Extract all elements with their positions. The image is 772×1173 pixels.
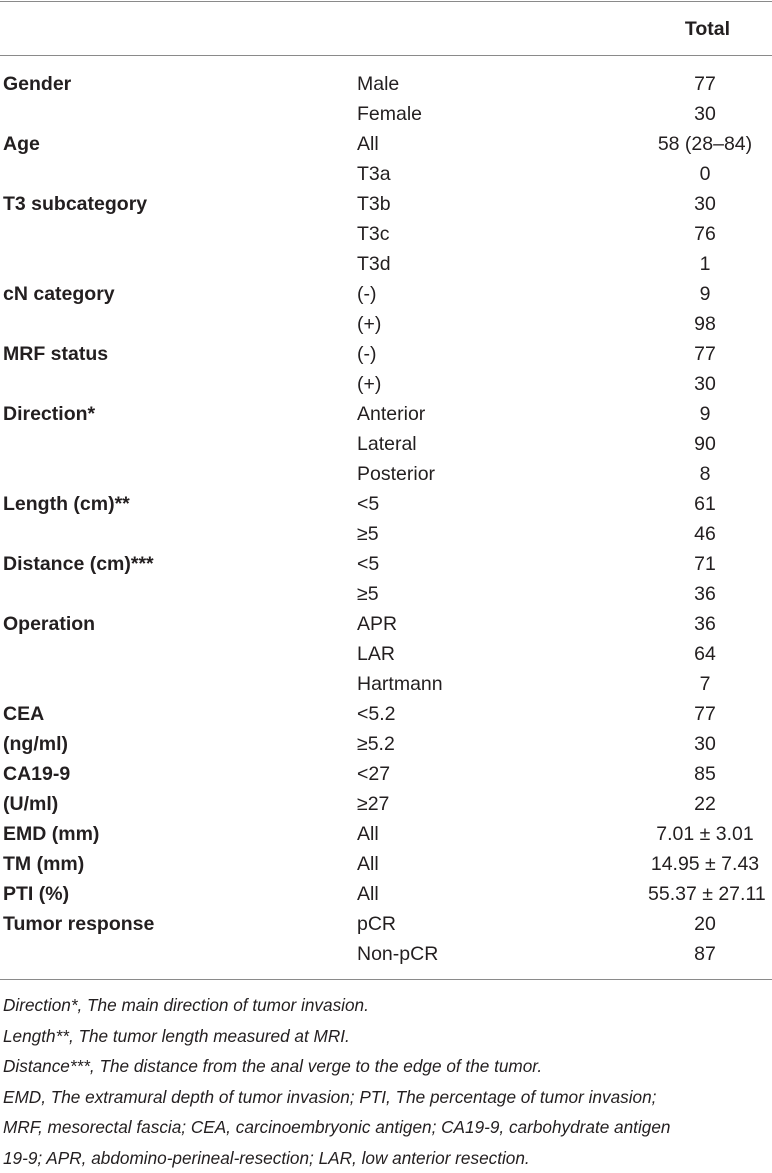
footnote: 19-9; APR, abdomino-perineal-resection; LAR, low anterior resection. xyxy=(3,1143,769,1173)
table-row xyxy=(0,459,772,489)
row-category: Male xyxy=(357,69,399,99)
row-category: Hartmann xyxy=(357,669,443,699)
row-category: ≥5.2 xyxy=(357,729,395,759)
row-category: pCR xyxy=(357,909,396,939)
row-category: <27 xyxy=(357,759,390,789)
table-row xyxy=(0,399,772,429)
table-row xyxy=(0,99,772,129)
row-total-value: 0 xyxy=(648,159,762,189)
row-category: All xyxy=(357,849,379,879)
table-row xyxy=(0,849,772,879)
row-category: T3d xyxy=(357,249,391,279)
table-row xyxy=(0,909,772,939)
row-category: (-) xyxy=(357,339,376,369)
table-top-rule xyxy=(0,1,772,2)
footnote: Distance***, The distance from the anal verge to the edge of the tumor. xyxy=(3,1051,769,1082)
table-row xyxy=(0,579,772,609)
table-row xyxy=(0,249,772,279)
table-row xyxy=(0,519,772,549)
row-category: <5 xyxy=(357,549,379,579)
row-total-value: 61 xyxy=(648,489,762,519)
footnote: Direction*, The main direction of tumor invasion. xyxy=(3,990,769,1021)
row-category: Non-pCR xyxy=(357,939,438,969)
table-row xyxy=(0,669,772,699)
row-label: Direction* xyxy=(3,399,95,429)
row-total-value: 7.01 ± 3.01 xyxy=(648,819,762,849)
table-row xyxy=(0,369,772,399)
row-category: Lateral xyxy=(357,429,417,459)
table-row xyxy=(0,339,772,369)
row-label: Tumor response xyxy=(3,909,154,939)
row-total-value: 30 xyxy=(648,189,762,219)
row-category: All xyxy=(357,129,379,159)
row-total-value: 14.95 ± 7.43 xyxy=(648,849,762,879)
row-total-value: 20 xyxy=(648,909,762,939)
row-label: Gender xyxy=(3,69,71,99)
table-row xyxy=(0,219,772,249)
row-total-value: 77 xyxy=(648,69,762,99)
row-label: MRF status xyxy=(3,339,108,369)
column-header-total: Total xyxy=(685,17,730,41)
row-category: T3a xyxy=(357,159,391,189)
row-label: Operation xyxy=(3,609,95,639)
row-label: cN category xyxy=(3,279,115,309)
row-label: Length (cm)** xyxy=(3,489,130,519)
row-total-value: 77 xyxy=(648,699,762,729)
table-row xyxy=(0,309,772,339)
row-total-value: 30 xyxy=(648,99,762,129)
row-category: Female xyxy=(357,99,422,129)
table-row xyxy=(0,639,772,669)
row-total-value: 30 xyxy=(648,369,762,399)
row-label: T3 subcategory xyxy=(3,189,147,219)
row-total-value: 85 xyxy=(648,759,762,789)
row-label: (U/ml) xyxy=(3,789,58,819)
row-category: T3c xyxy=(357,219,390,249)
footnote: Length**, The tumor length measured at MRI. xyxy=(3,1021,769,1052)
row-total-value: 98 xyxy=(648,309,762,339)
header-rule xyxy=(0,55,772,56)
row-category: LAR xyxy=(357,639,395,669)
row-total-value: 36 xyxy=(648,609,762,639)
row-category: Anterior xyxy=(357,399,425,429)
row-label: Age xyxy=(3,129,40,159)
table-row xyxy=(0,69,772,99)
table-row xyxy=(0,879,772,909)
row-label: PTI (%) xyxy=(3,879,69,909)
footnote: EMD, The extramural depth of tumor invasion; PTI, The percentage of tumor invasion; xyxy=(3,1082,769,1113)
row-label: TM (mm) xyxy=(3,849,84,879)
row-category: <5 xyxy=(357,489,379,519)
row-label: CA19-9 xyxy=(3,759,70,789)
row-category: ≥5 xyxy=(357,519,379,549)
row-label: EMD (mm) xyxy=(3,819,99,849)
table-row xyxy=(0,729,772,759)
table-row xyxy=(0,789,772,819)
row-category: Posterior xyxy=(357,459,435,489)
row-category: (-) xyxy=(357,279,376,309)
table-row xyxy=(0,549,772,579)
table-row xyxy=(0,609,772,639)
row-category: (+) xyxy=(357,369,381,399)
row-total-value: 9 xyxy=(648,279,762,309)
table-bottom-rule xyxy=(0,979,772,980)
row-label: Distance (cm)*** xyxy=(3,549,154,579)
row-category: All xyxy=(357,879,379,909)
row-total-value: 77 xyxy=(648,339,762,369)
row-label: (ng/ml) xyxy=(3,729,68,759)
table-row xyxy=(0,129,772,159)
row-total-value: 58 (28–84) xyxy=(648,129,762,159)
table-row xyxy=(0,819,772,849)
row-category: ≥27 xyxy=(357,789,389,819)
table-row xyxy=(0,429,772,459)
row-category: All xyxy=(357,819,379,849)
row-category: T3b xyxy=(357,189,391,219)
row-total-value: 46 xyxy=(648,519,762,549)
row-total-value: 8 xyxy=(648,459,762,489)
row-total-value: 9 xyxy=(648,399,762,429)
row-total-value: 1 xyxy=(648,249,762,279)
table-row xyxy=(0,699,772,729)
row-category: (+) xyxy=(357,309,381,339)
row-total-value: 7 xyxy=(648,669,762,699)
table-row xyxy=(0,759,772,789)
row-total-value: 76 xyxy=(648,219,762,249)
row-total-value: 55.37 ± 27.11 xyxy=(648,879,762,909)
row-category: <5.2 xyxy=(357,699,396,729)
table-footnotes xyxy=(3,990,769,1173)
row-total-value: 22 xyxy=(648,789,762,819)
table-row xyxy=(0,489,772,519)
row-label: CEA xyxy=(3,699,44,729)
row-total-value: 36 xyxy=(648,579,762,609)
table-row xyxy=(0,939,772,969)
table-row xyxy=(0,159,772,189)
table-row xyxy=(0,189,772,219)
row-total-value: 64 xyxy=(648,639,762,669)
row-total-value: 87 xyxy=(648,939,762,969)
row-category: ≥5 xyxy=(357,579,379,609)
row-total-value: 90 xyxy=(648,429,762,459)
table-row xyxy=(0,279,772,309)
row-category: APR xyxy=(357,609,397,639)
row-total-value: 71 xyxy=(648,549,762,579)
row-total-value: 30 xyxy=(648,729,762,759)
footnote: MRF, mesorectal fascia; CEA, carcinoembryonic antigen; CA19-9, carbohydrate antigen xyxy=(3,1112,769,1143)
